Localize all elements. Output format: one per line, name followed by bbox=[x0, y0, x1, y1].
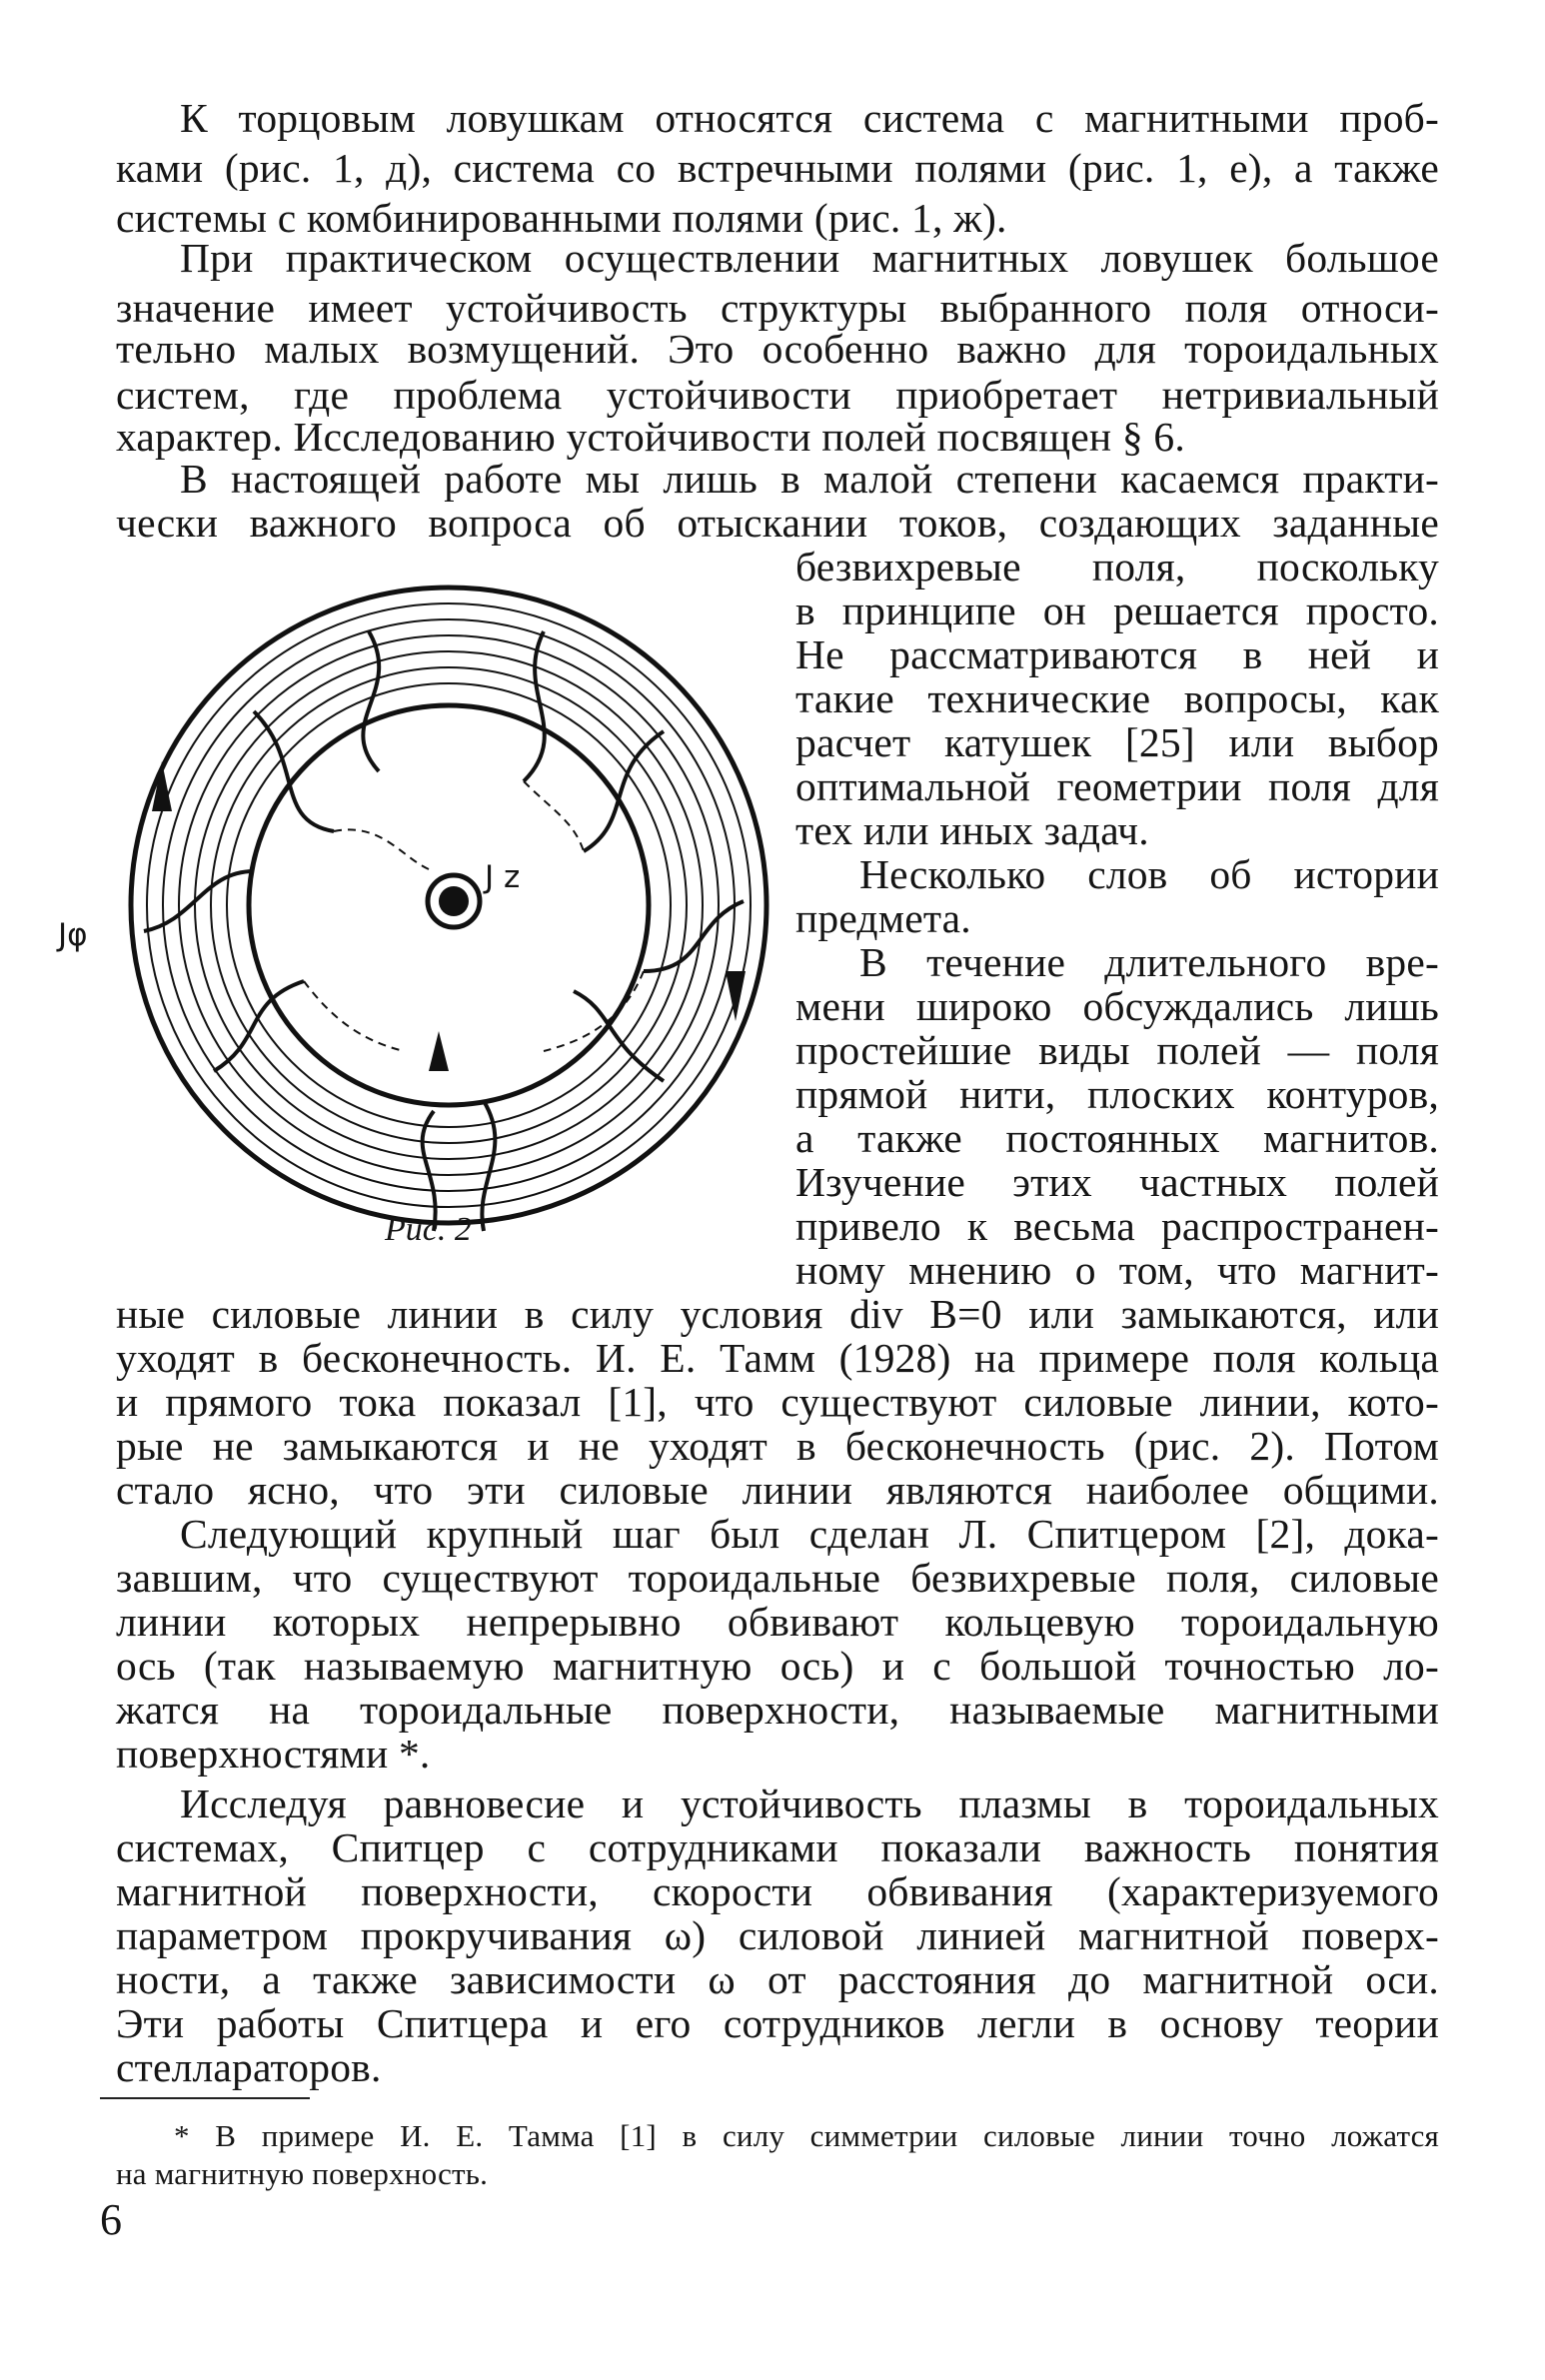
text-line: привело к весьма распространен- bbox=[795, 1203, 1439, 1249]
arrow-up-icon bbox=[429, 1031, 449, 1071]
text-line: уходят в бесконечность. И. Е. Тамм (1928) на примере поля кольца bbox=[116, 1335, 1439, 1381]
text-line: чески важного вопроса об отыскании токов, создающих заданные bbox=[116, 500, 1439, 546]
text-line: В настоящей работе мы лишь в малой степени касаемся практи- bbox=[180, 456, 1439, 502]
field-line bbox=[574, 991, 664, 1081]
text-line: В течение длительного вре- bbox=[859, 939, 1439, 985]
text-line: мени широко обсуждались лишь bbox=[795, 983, 1439, 1029]
field-line bbox=[482, 1101, 495, 1231]
field-line-hidden bbox=[524, 781, 584, 851]
text-line: системы с комбинированными полями (рис. 1, ж). bbox=[116, 195, 1007, 241]
text-line: расчет катушек [25] или выбор bbox=[795, 719, 1439, 765]
text-line: жатся на тороидальные поверхности, называемые магнитными bbox=[116, 1687, 1439, 1733]
current-dot-icon bbox=[428, 875, 480, 927]
text-line: ось (так называемую магнитную ось) и с большой точностью ло- bbox=[116, 1643, 1439, 1689]
label-j-z: J z bbox=[485, 859, 521, 895]
text-line: а также постоянных магнитов. bbox=[795, 1115, 1439, 1161]
arrow-down-icon bbox=[726, 971, 746, 1021]
text-line: тельно малых возмущений. Это особенно важно для тороидальных bbox=[116, 326, 1439, 372]
text-line: системах, Спитцер с сотрудниками показали важность понятия bbox=[116, 1824, 1439, 1870]
field-line bbox=[363, 631, 379, 771]
text-line: тех или иных задач. bbox=[795, 807, 1149, 853]
text-line: такие технические вопросы, как bbox=[795, 675, 1439, 721]
page-number: 6 bbox=[100, 2195, 122, 2244]
text-line: ности, а также зависимости ω от расстояния до магнитной оси. bbox=[116, 1956, 1439, 2002]
text-line: ному мнению о том, что магнит- bbox=[795, 1247, 1439, 1293]
figure-caption: Рис. 2 bbox=[385, 1211, 472, 1248]
text-line: Эти работы Спитцера и его сотрудников легли в основу теории bbox=[116, 2000, 1439, 2046]
text-line: значение имеет устойчивость структуры выбранного поля относи- bbox=[116, 285, 1439, 331]
text-line: Несколько слов об истории bbox=[859, 851, 1439, 897]
text-line: безвихревые поля, поскольку bbox=[795, 544, 1439, 590]
text-line: магнитной поверхности, скорости обвивания (характеризуемого bbox=[116, 1868, 1439, 1914]
text-line: и прямого тока показал [1], что существуют силовые линии, кото- bbox=[116, 1379, 1439, 1425]
text-line: оптимальной геометрии поля для bbox=[795, 763, 1439, 809]
text-line: поверхностями *. bbox=[116, 1731, 431, 1777]
text-line: рые не замыкаются и не уходят в бесконечность (рис. 2). Потом bbox=[116, 1423, 1439, 1469]
text-line: прямой нити, плоских контуров, bbox=[795, 1071, 1439, 1117]
text-line: ками (рис. 1, д), система со встречными полями (рис. 1, е), а также bbox=[116, 145, 1439, 191]
text-line: простейшие виды полей — поля bbox=[795, 1027, 1439, 1073]
text-line: предмета. bbox=[795, 895, 971, 941]
text-line: ные силовые линии в силу условия div B=0 или замыкаются, или bbox=[116, 1291, 1439, 1337]
footnote-rule bbox=[100, 2097, 310, 2099]
text-line: При практическом осуществлении магнитных ловушек большое bbox=[180, 235, 1439, 281]
text-line: в принципе он решается просто. bbox=[795, 588, 1439, 633]
text-line: систем, где проблема устойчивости приобретает нетривиальный bbox=[116, 372, 1439, 418]
text-line: К торцовым ловушкам относятся система с магнитными проб- bbox=[180, 95, 1439, 141]
field-line-hidden bbox=[334, 829, 434, 871]
text-line: Не рассматриваются в ней и bbox=[795, 631, 1439, 677]
footnote-line: на магнитную поверхность. bbox=[116, 2156, 489, 2191]
text-line: Изучение этих частных полей bbox=[795, 1159, 1439, 1205]
label-j-phi: Jφ bbox=[58, 917, 88, 953]
text-line: завшим, что существуют тороидальные безвихревые поля, силовые bbox=[116, 1555, 1439, 1601]
field-line bbox=[584, 731, 664, 851]
field-line bbox=[144, 871, 254, 931]
text-line: параметром прокручивания ω) силовой линией магнитной поверх- bbox=[116, 1912, 1439, 1958]
text-line: Исследуя равновесие и устойчивость плазмы в тороидальных bbox=[180, 1781, 1439, 1826]
field-line bbox=[524, 631, 545, 781]
text-line: Следующий крупный шаг был сделан Л. Спитцером [2], дока- bbox=[180, 1511, 1439, 1557]
field-line-hidden bbox=[304, 981, 404, 1051]
text-line: стеллараторов. bbox=[116, 2044, 382, 2090]
text-line: стало ясно, что эти силовые линии являются наиболее общими. bbox=[116, 1467, 1439, 1513]
text-line: линии которых непрерывно обвивают кольцевую тороидальную bbox=[116, 1599, 1439, 1645]
text-line: характер. Исследованию устойчивости полей посвящен § 6. bbox=[116, 414, 1185, 460]
figure-torus bbox=[104, 572, 793, 1251]
field-line-hidden bbox=[544, 971, 644, 1051]
footnote-line: * В примере И. Е. Тамма [1] в силу симметрии силовые линии точно ложатся bbox=[174, 2118, 1439, 2153]
